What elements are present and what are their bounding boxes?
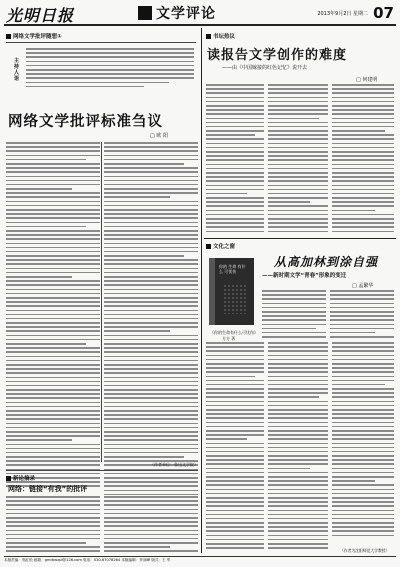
intro-paragraph — [26, 48, 194, 96]
left-section-tag: 网络文学批评随想① — [6, 32, 62, 40]
culture-article-col2 — [268, 342, 328, 551]
column-divider — [101, 142, 102, 462]
section-title: 文学评论 — [138, 4, 242, 22]
culture-article-col-a — [262, 290, 326, 340]
left-author-note: （作者单位：鲁迅文学院） — [150, 462, 198, 467]
culture-article-col1 — [206, 342, 264, 551]
divider — [204, 238, 396, 239]
intro-label: 主持人语 — [14, 58, 20, 82]
culture-article-col-b — [330, 290, 394, 340]
book-cover-image — [209, 258, 254, 325]
masthead — [4, 2, 396, 26]
culture-headline: 从高加林到涂自强 — [274, 255, 379, 269]
right-article-col2 — [268, 84, 328, 235]
section-marker-icon — [138, 6, 152, 20]
bottom-article-col2 — [104, 496, 198, 555]
right-section-tag: 书坛热议 — [206, 32, 235, 40]
tag-marker-icon — [6, 34, 11, 39]
culture-byline: □ 孟繁华 — [352, 283, 374, 289]
left-article-col2 — [104, 142, 198, 498]
bottom-section-tag: 新论摘录 — [6, 474, 35, 482]
book-cover-title: 你的 生命 有什么 可忧伤 — [219, 264, 246, 274]
right-byline: □ 何建明 — [356, 77, 378, 83]
tag-marker-icon — [206, 34, 211, 39]
page-column-divider — [201, 28, 202, 553]
page-footer: 本版责编：郭红松 邮箱：gmrbwxpl@126.com 电话：010-67078264 本版编辑：李昶峰 版式：王 军 — [4, 556, 396, 563]
culture-article-col3 — [332, 342, 394, 539]
divider — [6, 42, 196, 43]
culture-subhead: ——新时期文学“青春”形象的变迁 — [262, 273, 347, 279]
left-article-col1 — [6, 142, 100, 490]
right-subhead: ——由《中国嫁接的红色记忆》说开去 — [222, 65, 308, 71]
right-headline: 读报告文学创作的难度 — [207, 48, 348, 63]
issue-date: 2013年9月2日 星期二 — [317, 11, 368, 17]
newspaper-logo: 光明日报 — [6, 6, 75, 25]
right-article-col1 — [206, 84, 264, 235]
book-cover-pattern — [223, 284, 247, 314]
bottom-article-col1 — [6, 496, 100, 555]
tag-marker-icon — [6, 476, 11, 481]
culture-section-tag: 文化之窗 — [206, 242, 235, 250]
tag-marker-icon — [206, 244, 211, 249]
book-caption: 《你的生命有什么可忧伤》 — [210, 330, 258, 335]
divider — [6, 470, 198, 471]
left-headline: 网络文学批评标准刍议 — [8, 113, 163, 130]
left-byline: □ 欧 阳 — [150, 133, 168, 139]
page-number: 07 — [373, 4, 394, 22]
culture-author-note: （作者为沈阳师范大学教授） — [340, 548, 390, 553]
book-caption-author: 方方 著 — [222, 336, 236, 341]
right-article-col3 — [332, 84, 394, 235]
bottom-headline: 网络：链接“有我”的批评 — [8, 485, 88, 493]
